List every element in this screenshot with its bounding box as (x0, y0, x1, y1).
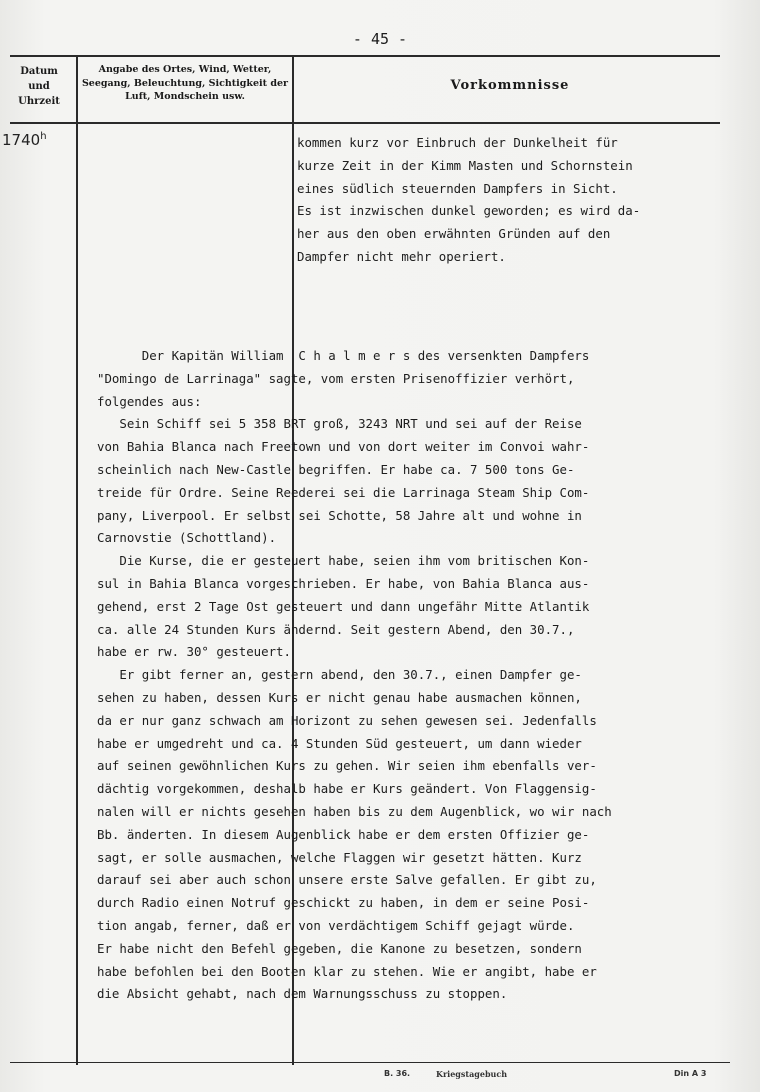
entry-time-hour-mark: h (40, 131, 47, 142)
text-line: die Absicht gehabt, nach dem Warnungsschuss zu stoppen. (97, 986, 508, 1002)
text-line: Bb. änderten. In diesem Augenblick habe er dem ersten Offizier ge- (97, 826, 590, 842)
events-block-1 (297, 132, 640, 269)
book-title: Kriegstagebuch (436, 1069, 508, 1079)
text-line: darauf sei aber auch schon unsere erste Salve gefallen. Er gibt zu, (97, 872, 597, 888)
text-line: Carnovstie (Schottland). (97, 530, 277, 546)
text-line: folgendes aus: (97, 393, 202, 409)
text-line: dächtig vorgekommen, deshalb habe er Kurs geändert. Von Flaggensig- (97, 781, 597, 797)
form-number: B. 36. (384, 1069, 411, 1078)
header-location-weather: Angabe des Ortes, Wind, Wetter, Seegang, Beleuchtung, Sichtigkeit der Luft, Mondschein usw. (81, 64, 289, 102)
header-top-rule (10, 55, 720, 57)
text-line: durch Radio einen Notruf geschickt zu haben, in dem er seine Posi- (97, 895, 590, 911)
text-line: scheinlich nach New-Castle begriffen. Er habe ca. 7 500 tons Ge- (97, 461, 575, 477)
text-line: nalen will er nichts gesehen haben bis zu dem Augenblick, wo wir nach (97, 803, 612, 819)
text-line: habe befohlen bei den Booten klar zu stehen. Wie er angibt, habe er (97, 963, 597, 979)
page-number: - 45 - (352, 30, 408, 48)
text-line: kurze Zeit in der Kimm Masten und Schornstein (297, 157, 633, 173)
text-line: Es ist inzwischen dunkel geworden; es wird da- (297, 203, 641, 219)
text-line: Die Kurse, die er gesteuert habe, seien ihm vom britischen Kon- (97, 553, 590, 569)
footer-rule (10, 1062, 730, 1063)
header-bottom-rule (10, 122, 720, 124)
events-block-2 (97, 345, 612, 1006)
text-line: pany, Liverpool. Er selbst sei Schotte, 58 Jahre alt und wohne in (97, 507, 582, 523)
text-line: tion angab, ferner, daß er von verdächtigem Schiff gejagt würde. (97, 917, 575, 933)
text-line: treide für Ordre. Seine Reederei sei die Larrinaga Steam Ship Com- (97, 484, 590, 500)
entry-time (2, 131, 47, 149)
text-line: eines südlich steuernden Dampfers in Sicht. (297, 180, 618, 196)
text-line: "Domingo de Larrinaga" sagte, vom ersten Prisenoffizier verhört, (97, 370, 575, 386)
text-line: Er habe nicht den Befehl gegeben, die Kanone zu besetzen, sondern (97, 940, 582, 956)
text-line: Dampfer nicht mehr operiert. (297, 248, 506, 264)
entry-time-value: 1740 (2, 131, 41, 149)
header-events: Vorkommnisse (450, 78, 570, 93)
text-line: habe er rw. 30° gesteuert. (97, 644, 291, 660)
text-line: von Bahia Blanca nach Freetown und von dort weiter im Convoi wahr- (97, 439, 590, 455)
text-line: Der Kapitän William C h a l m e r s des versenkten Dampfers (97, 348, 590, 363)
text-line: Er gibt ferner an, gestern abend, den 30.7., einen Dampfer ge- (97, 667, 582, 683)
paper-size-code: Din A 3 (674, 1069, 707, 1078)
column-divider-1 (76, 55, 78, 1065)
text-line: sul in Bahia Blanca vorgeschrieben. Er habe, von Bahia Blanca aus- (97, 575, 590, 591)
text-line: da er nur ganz schwach am Horizont zu sehen gewesen sei. Jedenfalls (97, 712, 597, 728)
text-line: auf seinen gewöhnlichen Kurs zu gehen. Wir seien ihm ebenfalls ver- (97, 758, 597, 774)
text-line: Sein Schiff sei 5 358 BRT groß, 3243 NRT und sei auf der Reise (97, 416, 582, 432)
text-line: kommen kurz vor Einbruch der Dunkelheit für (297, 135, 618, 150)
header-date-time: Datum und Uhrzeit (18, 66, 60, 107)
text-line: sagt, er solle ausmachen, welche Flaggen wir gesetzt hätten. Kurz (97, 849, 582, 865)
text-line: habe er umgedreht und ca. 4 Stunden Süd gesteuert, um dann wieder (97, 735, 582, 751)
text-line: her aus den oben erwähnten Gründen auf den (297, 226, 611, 242)
text-line: sehen zu haben, dessen Kurs er nicht genau habe ausmachen können, (97, 689, 582, 705)
text-line: ca. alle 24 Stunden Kurs ändernd. Seit gestern Abend, den 30.7., (97, 621, 575, 637)
form-footer (24, 1064, 734, 1084)
text-line: gehend, erst 2 Tage Ost gesteuert und dann ungefähr Mitte Atlantik (97, 598, 590, 614)
